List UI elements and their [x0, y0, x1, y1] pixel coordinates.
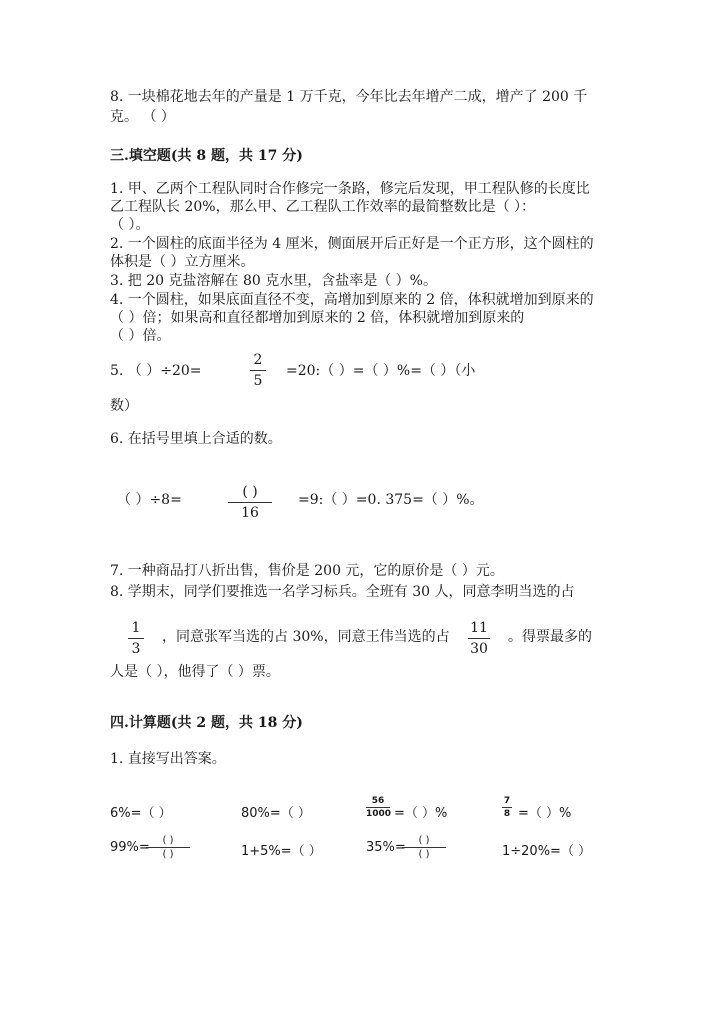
s3-q8-fraction2 [468, 620, 490, 657]
calc-r2c3-bar [402, 847, 446, 848]
calc-r1c3-bar [366, 807, 390, 808]
s3-q2-line1: 2. 一个圆柱的底面半径为 4 厘米，侧面展开后正好是一个正方形，这个圆柱的 [110, 236, 594, 252]
calc-r1c4-den: 8 [503, 809, 511, 819]
section3-title: 三.填空题(共 8 题，共 17 分) [110, 148, 303, 164]
s3-q2-line2: 体积是（ ）立方厘米。 [110, 254, 255, 270]
calc-r1c4-num: 7 [503, 796, 511, 806]
section4-title: 四.计算题(共 2 题，共 18 分) [110, 715, 303, 731]
calc-r2c2: 1+5%=（ ） [241, 844, 322, 859]
calc-r1c3-tail: =（ ）% [394, 806, 448, 821]
s3-q6-frac-bar [228, 502, 272, 503]
calc-r2c4: 1÷20%=（ ） [502, 844, 592, 859]
q8-prev-line2: 克。 （ ） [110, 109, 175, 125]
s3-q4-line2: （ ）倍；如果高和直径都增加到原来的 2 倍，体积就增加到原来的 [110, 310, 525, 326]
s3-q5-frac-bar [250, 370, 266, 371]
s3-q6-fraction [228, 484, 272, 521]
s3-q8-tail: 。得票最多的 [508, 629, 592, 645]
calc-r1c4-bar [502, 807, 512, 808]
s3-q5-line2: 数） [110, 398, 138, 414]
calc-r2c1-bar [146, 847, 190, 848]
calc-r1c3-num: 56 [371, 796, 385, 806]
calc-r2c3-den: ( ) [418, 849, 430, 860]
calc-r1c2: 80%=（ ） [241, 806, 311, 821]
calc-r1c4-tail: =（ ）% [518, 806, 572, 821]
calc-r2c3-left: 35%= [366, 840, 406, 855]
s3-q8-frac1-num: 1 [131, 620, 141, 636]
s3-q8-line1: 8. 学期末，同学们要推选一名学习标兵。全班有 30 人，同意李明当选的占 [110, 584, 575, 600]
s3-q6-frac-den: 16 [241, 505, 259, 521]
s3-q5-frac-num: 2 [253, 352, 263, 368]
s3-q5-fraction [250, 352, 266, 389]
s3-q6-right: =9:（ ）=0. 375=（ ）%。 [298, 492, 484, 508]
s3-q5-left: 5. （ ）÷20= [110, 363, 202, 379]
s3-q3-line1: 3. 把 20 克盐溶解在 80 克水里，含盐率是（ ）%。 [110, 273, 437, 289]
calc-r1c3-den: 1000 [366, 809, 392, 819]
q8-prev-line1: 8. 一块棉花地去年的产量是 1 万千克，今年比去年增产二成，增产了 200 千 [110, 89, 588, 105]
calc-r2c3-num: ( ) [418, 835, 430, 846]
s3-q8-frac2-bar [468, 638, 490, 639]
s3-q8-fraction1 [128, 620, 144, 657]
s3-q6-line1: 6. 在括号里填上合适的数。 [110, 431, 282, 447]
s3-q8-frac2-num: 11 [470, 620, 488, 636]
s3-q6-frac-num: ( ) [242, 484, 258, 500]
s3-q1-line1: 1. 甲、乙两个工程队同时合作修完一条路，修完后发现，甲工程队修的长度比 [110, 181, 590, 197]
calc-r2c1-left: 99%= [110, 840, 150, 855]
s3-q8-frac1-den: 3 [131, 641, 141, 657]
calc-r1c4-fraction [502, 796, 512, 819]
s3-q4-line3: （ ）倍。 [110, 328, 171, 344]
s3-q8-middle: ，同意张军当选的占 30%，同意王伟当选的占 [162, 629, 450, 645]
s3-q8-line3: 人是（ ），他得了（ ）票。 [110, 664, 280, 680]
s3-q5-frac-den: 5 [253, 373, 263, 389]
s3-q8-frac1-bar [128, 638, 144, 639]
calc-r2c3-fraction [402, 835, 446, 860]
calc-r2c1-fraction [146, 835, 190, 860]
calc-r2c1-num: ( ) [162, 835, 174, 846]
calc-r2c1-den: ( ) [162, 849, 174, 860]
s3-q1-line2: 乙工程队长 20%，那么甲、乙工程队工作效率的最简整数比是（ ）： [110, 199, 536, 215]
s3-q6-left: （ ）÷8= [117, 492, 182, 508]
s4-q1-line1: 1. 直接写出答案。 [110, 751, 226, 767]
calc-r1c3-fraction [366, 796, 390, 819]
s3-q1-line3: （ ）。 [110, 217, 150, 233]
s3-q5-right: =20:（ ）=（ ）%=（ ）（小 [286, 363, 476, 379]
calc-r1c1: 6%=（ ） [110, 806, 172, 821]
s3-q4-line1: 4. 一个圆柱，如果底面直径不变，高增加到原来的 2 倍，体积就增加到原来的 [110, 292, 594, 308]
s3-q8-frac2-den: 30 [470, 641, 488, 657]
s3-q7-line1: 7. 一种商品打八折出售，售价是 200 元，它的原价是（ ）元。 [110, 563, 504, 579]
